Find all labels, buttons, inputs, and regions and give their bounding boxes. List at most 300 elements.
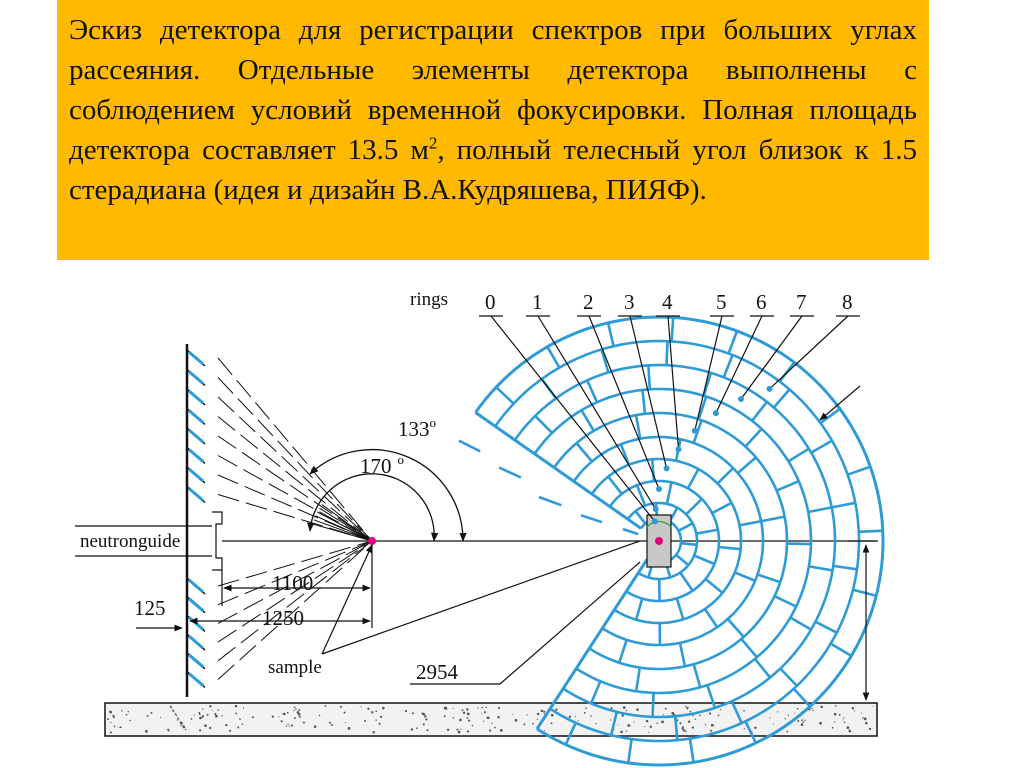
floor-dot (299, 716, 301, 718)
floor-dot (644, 726, 645, 727)
floor-dot (453, 717, 454, 718)
floor-dot (627, 724, 630, 727)
detector-spoke (815, 622, 836, 633)
floor-dot (646, 720, 648, 722)
floor-dot (688, 721, 690, 723)
floor-dot (344, 712, 346, 714)
floor-dot (663, 714, 664, 715)
floor-dot (869, 728, 871, 730)
wall-blade (189, 411, 203, 423)
floor-dot (180, 722, 183, 725)
dim-125-label: 125 (134, 596, 166, 620)
floor-dot (472, 725, 474, 727)
floor-dot (709, 712, 711, 714)
floor-dot (541, 710, 544, 713)
floor-dot (242, 723, 244, 725)
floor-dot (743, 710, 745, 712)
floor-dot (584, 712, 586, 714)
floor-dot (636, 708, 639, 711)
floor-dot (191, 718, 193, 720)
floor-dot (221, 715, 222, 716)
floor-dot (107, 718, 109, 720)
wall-blade (189, 391, 203, 403)
ring-element-dot (653, 506, 659, 512)
floor-dot (864, 718, 867, 721)
angle-133-label: 133$^o$ (398, 415, 436, 441)
floor-dot (215, 715, 218, 718)
floor-dot (650, 726, 652, 728)
floor-dot (177, 717, 179, 719)
ring-leader-line (538, 316, 656, 509)
detector-spoke (848, 467, 871, 475)
floor-dot (168, 730, 169, 731)
floor-dot (680, 722, 682, 724)
floor-dot (237, 726, 239, 728)
ring-number-8: 8 (842, 290, 853, 314)
detector-spoke (809, 566, 833, 570)
detector-spoke (636, 511, 646, 524)
floor-dot (412, 712, 414, 714)
floor-dot (843, 717, 844, 718)
floor-dot (199, 717, 202, 720)
detector-spoke (672, 317, 674, 341)
detector-spoke (499, 468, 521, 478)
floor-dot (324, 705, 326, 707)
floor-dot (235, 705, 238, 708)
floor-dot (411, 728, 413, 730)
floor-dot (811, 708, 812, 709)
floor-dot (610, 719, 611, 720)
wall-blade (189, 580, 203, 592)
detector-spoke (636, 599, 642, 620)
floor-dot (483, 721, 484, 722)
floor-dot (214, 713, 216, 715)
floor-dot (331, 724, 333, 726)
floor-dot (294, 707, 296, 709)
detector-spoke (741, 639, 757, 657)
detector-spoke (724, 355, 733, 377)
floor-dot (272, 715, 274, 717)
floor-dot (171, 707, 172, 708)
sample-label: sample (268, 657, 322, 678)
detector-spoke (728, 619, 744, 637)
floor-dot (423, 723, 425, 725)
floor-dot (113, 716, 115, 718)
floor-dot (788, 715, 789, 716)
floor-dot (585, 707, 587, 709)
floor-dot (532, 723, 534, 725)
floor-dot (497, 716, 499, 718)
floor-dot (569, 716, 571, 718)
detector-spoke (677, 598, 684, 619)
detector-spoke (628, 739, 631, 763)
wall-blade (189, 617, 203, 629)
detector-spoke (761, 517, 785, 522)
floor-dot (380, 716, 382, 718)
ring-element-dot (767, 386, 773, 392)
floor-dot (209, 727, 211, 729)
detector-spoke (688, 469, 699, 488)
detector-spoke (788, 449, 809, 462)
floor-dot (460, 729, 461, 730)
dim-1100-label: 1100 (272, 571, 314, 595)
floor-dot (298, 713, 301, 716)
detector-spoke (831, 644, 852, 656)
ring-element-dot (692, 428, 698, 434)
floor-dot (866, 723, 867, 724)
floor-dot (110, 722, 111, 723)
floor-dot (844, 722, 846, 724)
floor-dot (145, 730, 148, 733)
detector-spoke (833, 566, 857, 569)
ring-number-5: 5 (716, 290, 727, 314)
floor-dot (705, 724, 706, 725)
floor-dot (458, 731, 461, 734)
floor-dot (121, 710, 123, 712)
floor-dot (611, 707, 613, 709)
ring-element-dot (713, 410, 719, 416)
floor-dot (128, 711, 129, 712)
detector-spoke (740, 521, 762, 525)
floor-dot (456, 729, 458, 731)
fan-line (218, 358, 372, 541)
floor-dot (462, 709, 464, 711)
angle-170-label: 170 $^o$ (360, 452, 404, 478)
floor-dot (444, 707, 447, 710)
detector-spoke (652, 459, 654, 481)
detector-spoke (735, 572, 755, 580)
wall-blade (189, 655, 203, 667)
floor-dot (500, 729, 503, 732)
detector-spoke (667, 341, 668, 365)
detector-spoke (623, 529, 638, 534)
caption-text-main: Эскиз детектора для регистрации спектров при больших углах рассеяния. Отдельные элементы детектора выполнены с соблюдением условий временной фокусировки. Полная площадь детектора составляет 13.5 м (69, 14, 917, 166)
floor-dot (129, 720, 131, 722)
ring-number-3: 3 (624, 290, 635, 314)
detector-spoke (690, 739, 694, 763)
floor-dot (282, 713, 284, 715)
floor-dot (329, 722, 331, 724)
detector-spoke (832, 503, 856, 508)
floor-dot (551, 714, 554, 717)
detector-spoke (811, 441, 832, 453)
floor-dot (847, 726, 850, 729)
floor-dot (523, 723, 525, 725)
floor-dot (575, 716, 576, 717)
floor-dot (199, 714, 201, 716)
floor-dot (298, 709, 300, 711)
floor-dot (686, 708, 688, 710)
floor-dot (447, 729, 449, 731)
wall-blade (189, 352, 203, 364)
floor-dot (243, 707, 244, 708)
floor-dot (239, 718, 241, 720)
floor-dot (590, 715, 592, 717)
detector-spoke (755, 659, 770, 678)
floor-dot (819, 722, 822, 725)
detector-spoke (676, 555, 688, 565)
fan-line (218, 378, 372, 542)
ring-leader-line (630, 316, 667, 468)
floor-dot (720, 709, 721, 710)
detector-spoke (547, 347, 559, 368)
floor-dot (537, 719, 538, 720)
floor-dot (801, 719, 803, 721)
floor-dot (294, 717, 296, 719)
floor-dot (199, 729, 201, 731)
height-dimension (848, 541, 878, 700)
floor-dot (526, 714, 527, 715)
floor-dot (489, 729, 491, 731)
ring-number-6: 6 (756, 290, 767, 314)
floor-dot (119, 727, 120, 728)
floor-dot (172, 709, 174, 711)
floor-dot (854, 710, 855, 711)
floor-dot (861, 713, 862, 714)
detector-spoke (780, 669, 797, 686)
caption-superscript: 2 (428, 133, 438, 153)
floor-dot (204, 724, 207, 727)
floor-dot (110, 731, 112, 733)
floor-dot (801, 723, 804, 726)
floor-dot (452, 708, 453, 709)
floor-dot (304, 722, 305, 723)
floor-dot (217, 709, 219, 711)
floor-dot (176, 715, 177, 716)
floor-dot (578, 720, 579, 721)
caption-text-tail: , полный телесный угол близок к 1.5 стерадиана (идея и дизайн В.А.Кудряшева, ПИЯФ). (69, 134, 917, 206)
floor-dot (486, 707, 488, 709)
floor-dot (802, 721, 804, 723)
detector-spoke (694, 556, 714, 565)
floor-dot (842, 719, 843, 720)
floor-dot (252, 716, 254, 718)
floor-dot (477, 707, 478, 708)
floor-dot (466, 708, 468, 710)
floor-dot (278, 716, 279, 717)
wall-detector-blades (187, 350, 205, 688)
floor-dot (695, 719, 696, 720)
detector-spoke (459, 441, 480, 452)
ring-number-2: 2 (583, 290, 594, 314)
ring-number-1: 1 (532, 290, 543, 314)
floor-dot (617, 724, 618, 725)
floor-dot (375, 719, 376, 720)
floor-dot (512, 714, 513, 715)
floor-dot (786, 731, 788, 733)
fan-tick (315, 516, 372, 541)
fan-line (218, 541, 372, 661)
detector-spoke (752, 402, 767, 421)
floor-dot (467, 717, 469, 719)
floor-dot (291, 724, 293, 726)
floor-dot (198, 712, 200, 714)
floor-dot (494, 727, 496, 729)
fan-tick (317, 512, 372, 541)
floor-dot (367, 708, 369, 710)
floor-dot (626, 710, 627, 711)
detector-spoke (496, 387, 513, 403)
detector-spoke (745, 429, 761, 447)
detector-spoke (718, 468, 734, 483)
wall-blade (189, 636, 203, 648)
floor-dot (225, 724, 227, 726)
floor-dot (852, 707, 854, 709)
ring-number-7: 7 (796, 290, 807, 314)
floor-dot (872, 706, 873, 707)
floor-dot (467, 713, 470, 716)
floor-dot (348, 727, 351, 730)
detector-spoke (636, 668, 640, 692)
floor-dot (862, 717, 863, 718)
detector-spoke (680, 573, 692, 591)
floor-dot (173, 711, 174, 712)
floor-dot (794, 713, 795, 714)
floor-dot (820, 706, 823, 709)
floor-dot (690, 711, 692, 713)
detector-spoke (774, 389, 790, 407)
floor-dot (769, 717, 770, 718)
floor-dot (177, 719, 178, 720)
floor-dot (202, 715, 204, 717)
detector-spoke (696, 530, 718, 534)
wall-blade (189, 469, 203, 481)
floor-dot (425, 718, 427, 720)
floor-dot (834, 721, 835, 722)
floor-dot (626, 730, 627, 731)
detector-spoke (758, 575, 781, 583)
detector-spoke (706, 579, 723, 593)
ring-element-dot (656, 486, 662, 492)
sample-point (368, 537, 376, 545)
ring-element-dot (676, 446, 682, 452)
floor-dot (685, 706, 687, 708)
floor-dot (416, 727, 418, 729)
floor-dot (692, 726, 694, 728)
detector-spoke (719, 547, 741, 549)
floor-dot (361, 706, 362, 707)
floor-dot (544, 730, 545, 731)
detector-spoke (859, 531, 883, 532)
floor-dot (183, 726, 186, 729)
floor-dot (699, 715, 701, 717)
floor-dot (289, 725, 290, 726)
floor-dot (287, 723, 288, 724)
floor-dot (364, 720, 366, 722)
ring-number-4: 4 (662, 290, 673, 314)
detector-spoke (577, 443, 593, 461)
detector-spoke (539, 497, 562, 505)
floor-dot (754, 727, 756, 729)
floor-dot (481, 713, 482, 714)
floor-dot (281, 720, 283, 722)
detector-spoke (637, 485, 645, 505)
neutronguide-label: neutronguide (80, 531, 181, 552)
floor-dot (126, 714, 128, 716)
detector-spoke (705, 609, 717, 627)
detector-spoke (738, 457, 756, 473)
detector-spoke (608, 323, 614, 346)
floor-dot (498, 707, 500, 709)
floor-dot (797, 720, 799, 722)
detector-spoke (582, 410, 594, 431)
floor-dot (832, 727, 834, 729)
dim-2954-label: 2954 (416, 660, 458, 684)
dim-1100-1250-lines (136, 545, 372, 628)
floor-dot (555, 708, 557, 710)
floor-dot (543, 711, 545, 713)
detector-spoke (667, 482, 672, 504)
floor-dot (180, 725, 181, 726)
floor-dot (295, 709, 297, 711)
ring-element-dot (664, 465, 670, 471)
floor-dot (718, 714, 720, 716)
floor-dot (114, 725, 116, 727)
floor-dot (813, 710, 814, 711)
floor-dot (229, 730, 231, 732)
rings-label: rings (410, 289, 448, 310)
floor-dot (426, 729, 428, 731)
floor-dot (537, 713, 539, 715)
wall-blade (189, 450, 203, 462)
floor-dot (160, 717, 161, 718)
detector-spoke (712, 503, 732, 513)
detector-spoke (619, 640, 627, 663)
floor-dot (633, 722, 634, 723)
floor-dot (481, 707, 483, 709)
floor-dot (405, 710, 407, 712)
floor-dot (839, 714, 841, 716)
ring-element-dot (652, 518, 658, 524)
floor-dot (491, 722, 492, 723)
detector-spoke (648, 365, 649, 389)
detector-spoke (686, 499, 702, 515)
fan-tick (312, 524, 372, 541)
detector-spoke (535, 416, 552, 433)
floor-dot (235, 712, 237, 714)
floor-dot (379, 723, 381, 725)
floor-dot (661, 721, 664, 724)
detector-spoke (680, 643, 685, 667)
floor-dot (178, 719, 179, 720)
floor-dot (797, 708, 799, 710)
floor-dot (109, 711, 112, 714)
floor-dot (194, 714, 195, 715)
floor-dot (287, 712, 289, 714)
floor-dot (849, 729, 850, 730)
ring-number-0: 0 (485, 290, 496, 314)
floor-dot (551, 722, 553, 724)
wall-blade (189, 674, 203, 686)
floor-dot (648, 732, 649, 733)
detector-spoke (775, 596, 797, 606)
detector-spoke (694, 664, 701, 687)
floor-dot (744, 728, 745, 729)
detector-spoke (790, 618, 811, 630)
dim-1250-label: 1250 (262, 606, 304, 630)
forward-fan-lines (218, 358, 372, 680)
floor-dot (595, 723, 596, 724)
floor-dot (147, 715, 149, 717)
floor-dot (784, 718, 785, 719)
detector-spoke (642, 390, 645, 414)
floor-dot (202, 709, 203, 710)
floor-dot (444, 715, 446, 717)
floor-dot (710, 730, 712, 732)
floor-dot (484, 711, 486, 713)
floor-dot (622, 714, 624, 716)
floor-dot (293, 710, 294, 711)
